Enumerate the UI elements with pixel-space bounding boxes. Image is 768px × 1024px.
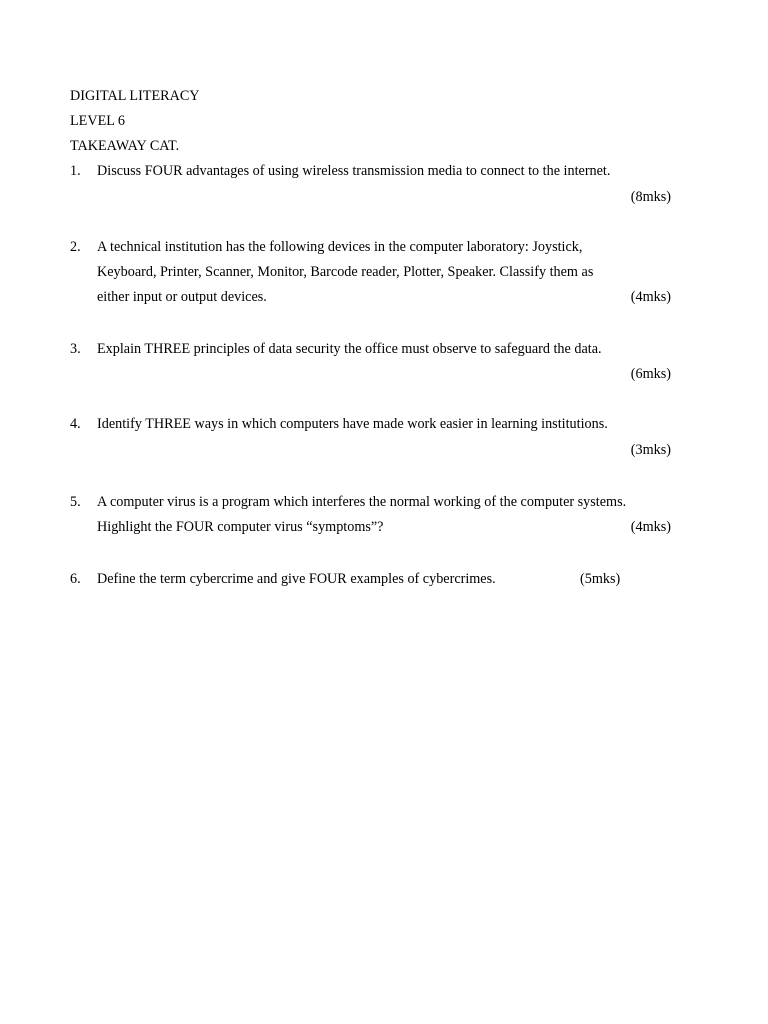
question-3-number: 3. bbox=[70, 341, 81, 357]
question-2-text-line-2: Keyboard, Printer, Scanner, Monitor, Barcode reader, Plotter, Speaker. Classify them as bbox=[97, 264, 594, 280]
question-4-number: 4. bbox=[70, 416, 81, 432]
question-5-text-line-1: A computer virus is a program which interferes the normal working of the computer systems. bbox=[97, 494, 627, 510]
question-4-text: Identify THREE ways in which computers have made work easier in learning institutions. bbox=[97, 416, 608, 432]
question-6-text: Define the term cybercrime and give FOUR examples of cybercrimes. bbox=[97, 571, 496, 587]
question-5-number: 5. bbox=[70, 494, 81, 510]
level-label: LEVEL 6 bbox=[70, 113, 126, 129]
question-2-text-line-1: A technical institution has the following devices in the computer laboratory: Joystick, bbox=[97, 239, 583, 255]
question-2-number: 2. bbox=[70, 239, 81, 255]
question-2-marks: (4mks) bbox=[630, 289, 671, 305]
question-6-marks: (5mks) bbox=[580, 571, 621, 587]
assessment-label: TAKEAWAY CAT. bbox=[70, 138, 180, 154]
question-1-number: 1. bbox=[70, 163, 81, 179]
question-5-text-line-2: Highlight the FOUR computer virus “symptoms”? bbox=[97, 519, 384, 535]
subject-title: DIGITAL LITERACY bbox=[70, 88, 200, 104]
question-1-marks: (8mks) bbox=[630, 189, 671, 205]
question-5-marks: (4mks) bbox=[630, 519, 671, 535]
question-6-number: 6. bbox=[70, 571, 81, 587]
question-1-text: Discuss FOUR advantages of using wireless transmission media to connect to the internet. bbox=[97, 163, 611, 179]
question-2-text-line-3: either input or output devices. bbox=[97, 289, 267, 305]
question-3-text: Explain THREE principles of data security the office must observe to safeguard the data. bbox=[97, 341, 602, 357]
question-3-marks: (6mks) bbox=[630, 366, 671, 382]
question-4-marks: (3mks) bbox=[630, 442, 671, 458]
